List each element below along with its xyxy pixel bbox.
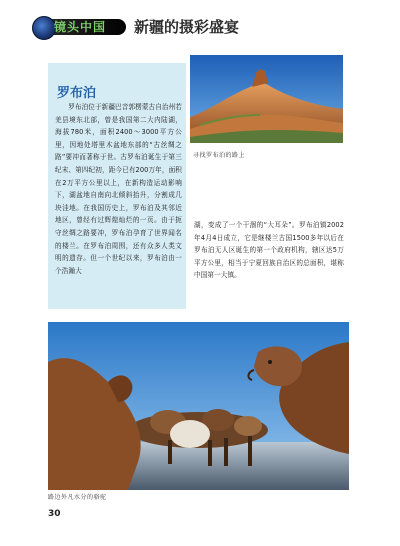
page-number: 30 — [48, 509, 61, 519]
logo-text: 镜头中国 — [54, 20, 107, 34]
article-column-left — [55, 101, 182, 277]
section-logo — [32, 15, 128, 39]
camels-illustration — [48, 322, 349, 490]
photo-caption: 路边外凡水分的骆驼 — [48, 494, 107, 501]
page-header — [32, 15, 252, 39]
article-paragraph: 湖，变成了一个干涸的“大耳朵”。罗布泊镇2002年4月4日成立，它是继楼兰古国1500多年以后在罗布泊无人区诞生的第一个政府机构，辖区达5万平方公里，相当于宁夏回族自治区的总面积，堪称中国第一大镇。 — [194, 221, 344, 280]
article-column-right — [194, 219, 344, 282]
article-paragraph: 罗布泊位于新疆巴音郭楞蒙古自治州若羌县境东北部，曾是我国第二大内陆湖，海拔780米，面积2400～3000平方公里，因地处塔里木盆地东部的“古丝绸之路”要冲而著称于世。古罗布泊诞生于第三纪末、第四纪初，距今已有200万年，面积在2万平方公里以上，在新构造运动影响下，湖盆地自南向北倾斜抬升，分割成几块洼地。在我国历史上，罗布泊及其邻近地区，曾经有过辉煌灿烂的一页。由于扼守丝绸之路要冲，罗布泊孕育了世界闻名的楼兰。在罗布泊周围，还有众多人类文明的遗存。但一个世纪以来，罗布泊由一个浩瀚大 — [55, 103, 182, 275]
desert-rock-illustration — [190, 55, 343, 143]
section-title: 新疆的摄彩盛宴 — [134, 18, 240, 36]
lens-icon — [32, 16, 56, 40]
article-title: 罗布泊 — [57, 86, 97, 101]
desert-rock-photo — [190, 55, 343, 143]
camels-photo — [48, 322, 349, 490]
photo-caption: 寻找罗布泊的路上 — [193, 152, 246, 159]
